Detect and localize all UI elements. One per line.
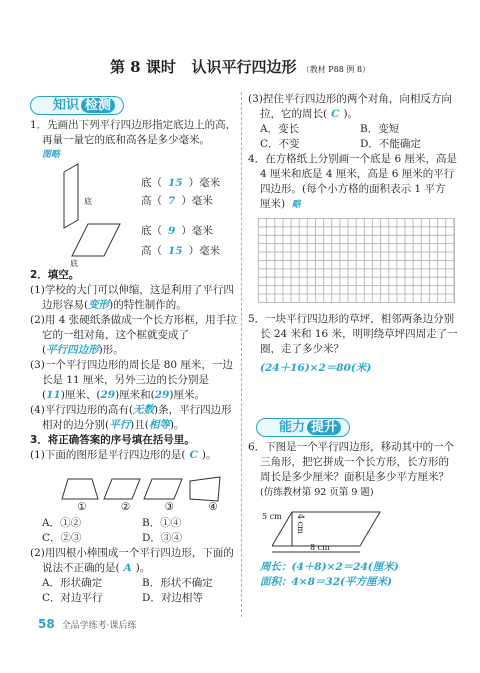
- question-6: [248, 440, 463, 500]
- answer-value: 15: [168, 245, 183, 257]
- parallelogram-2: [72, 224, 120, 256]
- answer-suffix: ）毫米: [181, 225, 213, 237]
- shape-number: ①: [77, 501, 87, 513]
- option: C．②③: [42, 532, 82, 544]
- q3-answer: A: [123, 562, 132, 574]
- shape-number: ②: [120, 501, 131, 513]
- parallelogram: [272, 512, 380, 546]
- q4-text: 4 厘米和底是 4 厘米，高是 6 厘米的平行: [260, 168, 455, 180]
- q5-answer: (24＋16)×2＝80(米): [260, 362, 372, 374]
- q6-text: 三角形，把它拼成一个长方形，长方形的: [260, 456, 449, 468]
- q1-answer-row: [141, 176, 220, 191]
- q2-text: )形。: [98, 344, 124, 356]
- base-label: 8 cm: [310, 543, 330, 552]
- page-number: 58: [38, 617, 55, 631]
- area-answer: 面积：4×8＝32(平方厘米): [260, 576, 392, 588]
- q1-answer-row: [141, 224, 213, 239]
- question-1: [30, 118, 240, 163]
- square-grid-paper: [258, 218, 455, 303]
- lesson-name: 认识平行四边形: [191, 58, 297, 76]
- q2-text: (2)用 4 张硬纸条做成一个长方形框，用手拉: [30, 314, 237, 326]
- q4-text: 厘米): [260, 198, 286, 210]
- q1-text: 再量一量它的底和高各是多少毫米。: [42, 134, 210, 146]
- page-title: [0, 56, 480, 77]
- q2-text: )。: [169, 419, 185, 431]
- badge-text: 知识: [53, 98, 80, 113]
- badge-highlight: 提升: [307, 420, 341, 435]
- q1-answer-row: [141, 194, 213, 209]
- q1-answer-row: [141, 244, 220, 259]
- option: A．形状确定: [42, 577, 103, 589]
- section-badge-knowledge: [30, 94, 124, 113]
- option: B．形状不确定: [142, 577, 213, 589]
- q2-text: (: [42, 344, 47, 356]
- q2-text: 相对的边分别(: [42, 419, 110, 431]
- textbook-ref: （教材 P88 例 8）: [301, 65, 371, 74]
- answer-suffix: ）毫米: [181, 195, 213, 207]
- q2-answer: 29: [100, 389, 116, 401]
- question-5: [248, 312, 463, 376]
- r1-answer: C: [331, 108, 340, 120]
- q3-text: (2)用四根小棒围成一个平行四边形，下面的: [30, 547, 234, 559]
- answer-value: 15: [168, 177, 183, 189]
- q3-part-2: [30, 546, 240, 606]
- q2-answer: 11: [46, 389, 61, 401]
- q3-text: )。: [201, 449, 217, 461]
- answer-value: 7: [168, 195, 176, 207]
- parallelogram-1: [64, 164, 78, 228]
- q3-text: 说法不正确的是(: [42, 562, 120, 574]
- q3-answer: C: [189, 449, 198, 461]
- q2-text: (1)学校的大门可以伸缩，这是利用了平行四: [30, 284, 234, 296]
- question-2: [30, 268, 240, 463]
- q2-text: )的特性制作的。: [109, 299, 187, 311]
- base-label: 底: [84, 197, 92, 206]
- option: C．不变: [260, 138, 300, 150]
- q3-text: )。: [135, 562, 151, 574]
- q2-text: (4)平行四边形的高有(: [30, 404, 133, 416]
- q4-hint: 略: [291, 200, 301, 210]
- q2-text: 它的一组对角，这个框就变成了: [42, 329, 189, 341]
- q2-text: )厘米、(: [60, 389, 101, 401]
- q6-ref: (仿练教材第 92 页第 9 题): [260, 487, 374, 498]
- column-divider: [241, 92, 242, 617]
- option: C．对边平行: [42, 592, 103, 604]
- q2-text: (3)一个平行四边形的周长是 80 厘米，一边: [30, 359, 233, 371]
- q5-text: 长 24 米和 16 米，明明绕草坪四周走了一: [260, 328, 458, 340]
- perimeter-answer: 周长：(4＋8)×2＝24(厘米): [260, 561, 399, 573]
- q2-text: (: [42, 389, 47, 401]
- option: B．①④: [142, 517, 182, 529]
- shape-numbers: [60, 501, 235, 513]
- answer-suffix: ）毫米: [188, 245, 221, 257]
- q2-text: )厘米和(: [115, 389, 155, 401]
- option: D．不能确定: [360, 138, 421, 150]
- q6-answers: [260, 560, 470, 590]
- q6-parallelogram-figure: [272, 508, 412, 554]
- q2-answer: 相等: [148, 419, 170, 431]
- q2-text: )条，平行四边形: [153, 404, 232, 416]
- q3-heading: 3．将正确答案的序号填在括号里。: [30, 434, 195, 446]
- q5-text: 5．一块平行四边形的草坪，相邻两条边分别: [248, 313, 455, 325]
- q4-text: 四边形。(每个小方格的面积表示 1 平方: [260, 183, 446, 195]
- lesson-number: 第 8 课时: [109, 58, 176, 76]
- option: B．变短: [360, 123, 400, 135]
- answer-prefix: 底（: [141, 225, 162, 237]
- shape-2: [104, 479, 140, 499]
- shape-number: ③: [164, 501, 175, 513]
- badge-highlight: 检测: [81, 98, 115, 113]
- q5-text: 圈，走了多少米？: [260, 343, 344, 355]
- q2-answer: 无数: [132, 404, 154, 416]
- q2-answer: 平行: [109, 419, 131, 431]
- q1-text: 1．先画出下列平行四边形指定底边上的高，: [30, 119, 237, 131]
- height-label: 4 cm: [296, 514, 305, 534]
- q6-text: 周长是多少厘米？面积是多少平方厘米？: [260, 471, 449, 483]
- side-label: 5 cm: [262, 512, 282, 521]
- q3-options-1: [42, 516, 240, 546]
- q4-text: 4．在方格纸上分别画一个底是 6 厘米，高是: [248, 153, 458, 165]
- q2-text: )厘米。: [169, 389, 205, 401]
- q3-text: (1)下面的图形是平行四边形的是(: [30, 449, 186, 461]
- q1-hint: 图略: [42, 150, 61, 160]
- shape-1: [62, 479, 98, 499]
- base-label: 底: [70, 259, 78, 268]
- page-footer: [38, 617, 136, 631]
- option: D．对边相等: [142, 592, 203, 604]
- shape-4: [190, 477, 220, 501]
- shape-3: [144, 479, 182, 499]
- answer-suffix: ）毫米: [188, 177, 221, 189]
- answer-prefix: 底（: [141, 177, 162, 189]
- r1-text: )。: [343, 108, 359, 120]
- q2-answer: 29: [154, 389, 170, 401]
- answer-prefix: 高（: [141, 195, 162, 207]
- r1-text: 拉，它的周长(: [260, 108, 328, 120]
- option: A．变长: [260, 123, 300, 135]
- option: D．③④: [142, 532, 182, 544]
- answer-value: 9: [168, 225, 176, 237]
- r1-text: (3)捏住平行四边形的两个对角，向相反方向: [248, 93, 452, 105]
- footer-text: 全品学练考·课后练: [61, 621, 137, 631]
- q2-text: )且(: [130, 419, 149, 431]
- right-column: [248, 92, 463, 213]
- q2-heading: 2．填空。: [30, 269, 80, 281]
- q2-text: 边形容易(: [42, 299, 89, 311]
- q2-text: 长是 11 厘米，另外三边的长分别是: [42, 374, 210, 386]
- section-badge-ability: [256, 416, 350, 435]
- badge-text: 能力: [279, 420, 306, 435]
- q6-text: 6．下图是一个平行四边形，移动其中的一个: [248, 441, 455, 453]
- q2-answer: 变形: [88, 299, 110, 311]
- option: A．①②: [42, 517, 82, 529]
- q2-answer: 平行四边形: [46, 344, 99, 356]
- answer-prefix: 高（: [141, 245, 162, 257]
- shape-number: ④: [208, 501, 218, 513]
